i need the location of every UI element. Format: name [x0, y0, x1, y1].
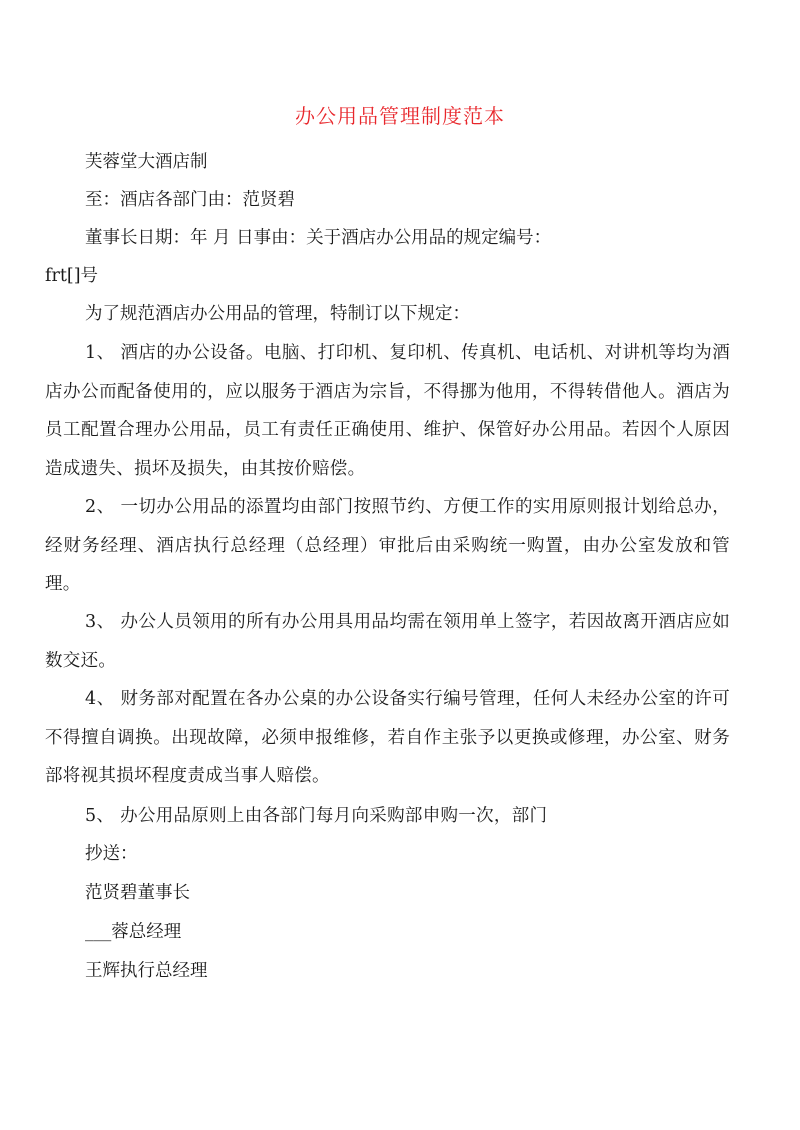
issuer-line: 芙蓉堂大酒店制 [85, 152, 208, 172]
clause-2: 2、 一切办公用品的添置均由部门按照节约、方便工作的实用原则报计划给总办，经财务经理、酒店执行总经理（总经理）审批后由采购统一购置，由办公室发放和管理。 [45, 497, 730, 594]
document-title: 办公用品管理制度范本 [295, 104, 505, 128]
cc-recipient: 范贤碧董事长 [85, 883, 190, 903]
cc-recipient: 王辉执行总经理 [85, 961, 208, 981]
cc-recipient: ___蓉总经理 [85, 922, 182, 942]
clause-3: 3、 办公人员领用的所有办公用具用品均需在领用单上签字，若因故离开酒店应如数交还。 [45, 612, 730, 671]
date-subject-line: 董事长日期：年 月 日事由：关于酒店办公用品的规定编号： [85, 228, 552, 248]
clause-4: 4、 财务部对配置在各办公桌的办公设备实行编号管理，任何人未经办公室的许可不得擅自调换。出现故障，必须申报维修，若自作主张予以更换或修理，办公室、财务部将视其损坏程度责成当事人赔偿。 [45, 689, 730, 786]
to-from-line: 至：酒店各部门由：范贤碧 [85, 190, 295, 210]
clause-5: 5、 办公用品原则上由各部门每月向采购部申购一次，部门 [85, 806, 548, 826]
intro-line: 为了规范酒店办公用品的管理，特制订以下规定： [85, 304, 470, 324]
cc-label: 抄送： [85, 844, 138, 864]
clause-1: 1、 酒店的办公设备。电脑、打印机、复印机、传真机、电话机、对讲机等均为酒店办公而配备使用的，应以服务于酒店为宗旨，不得挪为他用，不得转借他人。酒店为员工配置合理办公用品，员工有责任正确使用、维护、保管好办公用品。若因个人原因造成遗失、损坏及损失，由其按价赔偿。 [45, 343, 730, 479]
document-number-line: frt[]号 [45, 266, 99, 286]
